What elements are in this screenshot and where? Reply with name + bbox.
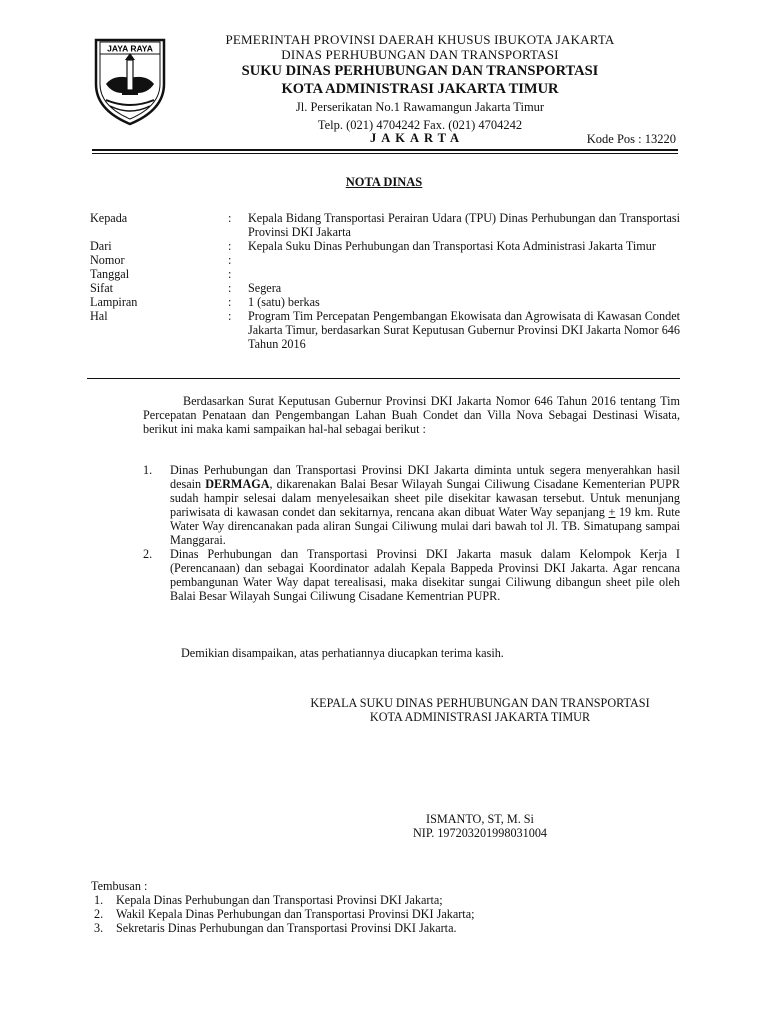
item-number: 1. [94,893,104,907]
item-number: 2. [94,907,104,921]
letterhead-subdepartment: SUKU DINAS PERHUBUNGAN DAN TRANSPORTASI [241,63,599,79]
meta-value: Kepala Suku Dinas Perhubungan dan Transportasi Kota Administrasi Jakarta Timur [248,239,656,253]
letterhead-address: Jl. Perserikatan No.1 Rawamangun Jakarta Timur [295,100,545,114]
letterhead-department: DINAS PERHUBUNGAN DAN TRANSPORTASI [281,47,559,62]
signature-title-city: KOTA ADMINISTRASI JAKARTA TIMUR [369,710,591,724]
header-divider [87,378,680,379]
meta-colon: : [228,211,232,225]
closing-sentence: Demikian disampaikan, atas perhatiannya diucapkan terima kasih. [181,646,504,660]
meta-row-hal [90,309,680,351]
item-number: 1. [143,463,153,477]
item-number: 2. [143,547,153,561]
meta-value: Segera [248,281,282,295]
meta-label: Sifat [90,281,114,295]
item-text-part: , dikarenakan Balai Besar Wilayah Sungai Ciliwung Cisadane Kementerian PUPR sudah hampir selesai dalam menyelesaikan sheet pile disekitar kawasan tersebut. Untuk menunjang pariwisata di kawasan condet dan sekitarnya, rencana akan dibuat Water Way sepanjang [170,477,680,519]
item-text: Kepala Dinas Perhubungan dan Transportasi Provinsi DKI Jakarta; [116,893,443,907]
logo-text: JAYA RAYA [107,43,153,54]
item-text: Dinas Perhubungan dan Transportasi Provinsi DKI Jakarta masuk dalam Kelompok Kerja I (Perencanaan) dan sebagai Koordinator adalah Kepala Bappeda Provinsi DKI Jakarta. Agar rencana pembangunan Water Way dapat terealisasi, maka disekitar sungai Ciliwung dibangun sheet pile oleh Balai Besar Wilayah Sungai Ciliwung Cisadane Kementrian PUPR. [170,547,680,603]
meta-colon: : [228,253,232,267]
letterhead-divider [92,149,678,151]
meta-value [248,253,680,267]
item-number: 3. [94,921,104,935]
letterhead-city: JAKARTA [370,131,465,145]
letterhead-city-admin: KOTA ADMINISTRASI JAKARTA TIMUR [281,81,559,97]
list-item [143,547,680,603]
letterhead-government: PEMERINTAH PROVINSI DAERAH KHUSUS IBUKOTA JAKARTA [225,32,615,47]
memo-header [90,211,680,351]
signatory-name: ISMANTO, ST, M. Si [426,812,534,826]
item-text-part: Dinas Perhubungan dan Transportasi Provinsi DKI Jakarta diminta untuk segera menyerahkan hasil desain [170,463,680,491]
meta-label: Kepada [90,211,128,225]
meta-label: Nomor [90,253,125,267]
carbon-copy-list [91,893,691,935]
meta-colon: : [228,295,232,309]
meta-colon: : [228,239,232,253]
meta-colon: : [228,309,232,323]
carbon-copy-heading: Tembusan : [91,879,148,893]
points-list [143,463,680,603]
letterhead-divider-thin [92,153,678,154]
meta-label: Hal [90,309,108,323]
letterhead-phone: Telp. (021) 4704242 Fax. (021) 4704242 [317,118,523,132]
list-item [91,893,691,907]
meta-row-nomor [90,253,680,267]
document-title: NOTA DINAS [345,175,423,189]
signature-block [280,696,680,840]
item-text [170,463,680,547]
meta-row-tanggal [90,267,680,281]
plus-minus-sign: + [608,505,616,519]
meta-label: Dari [90,239,112,253]
meta-colon: : [228,267,232,281]
signature-title: KEPALA SUKU DINAS PERHUBUNGAN DAN TRANSPORTASI [310,696,650,710]
meta-label: Tanggal [90,267,130,281]
list-item [143,463,680,547]
meta-label: Lampiran [90,295,138,309]
item-text: Sekretaris Dinas Perhubungan dan Transportasi Provinsi DKI Jakarta. [116,921,457,935]
intro-paragraph: Berdasarkan Surat Keputusan Gubernur Provinsi DKI Jakarta Nomor 646 Tahun 2016 tentang Tim Percepatan Penataan dan Pengembangan Lahan Buah Condet dan Villa Nova Sebagai Destinasi Wisata, berikut ini maka kami sampaikan hal-hal sebagai berikut : [143,394,680,436]
meta-value: Program Tim Percepatan Pengembangan Ekowisata dan Agrowisata di Kawasan Condet Jakarta Timur, berdasarkan Surat Keputusan Gubernur Provinsi DKI Jakarta Nomor 646 Tahun 2016 [248,309,680,351]
list-item [91,907,691,921]
meta-row-lampiran [90,295,680,309]
list-item [91,921,691,935]
meta-value [248,267,680,281]
signatory-nip: NIP. 197203201998031004 [412,826,548,840]
item-text-bold: DERMAGA [205,477,270,491]
item-text-part: 19 km. Rute Water Way direncanakan pada aliran Sungai Ciliwung mulai dari bawah tol Jl. TB. Simatupang sampai Manggarai. [170,505,681,547]
item-text: Wakil Kepala Dinas Perhubungan dan Transportasi Provinsi DKI Jakarta; [116,907,475,921]
carbon-copy-section [91,879,691,935]
meta-row-sifat [90,281,680,295]
postal-code: Kode Pos : 13220 [586,132,676,146]
letterhead [170,32,670,134]
meta-row-dari [90,239,680,253]
jaya-raya-logo [92,34,168,126]
meta-value: Kepala Bidang Transportasi Perairan Udara (TPU) Dinas Perhubungan dan Transportasi Provinsi DKI Jakarta [248,211,680,239]
meta-value: 1 (satu) berkas [248,295,320,309]
meta-row-kepada [90,211,680,239]
meta-colon: : [228,281,232,295]
